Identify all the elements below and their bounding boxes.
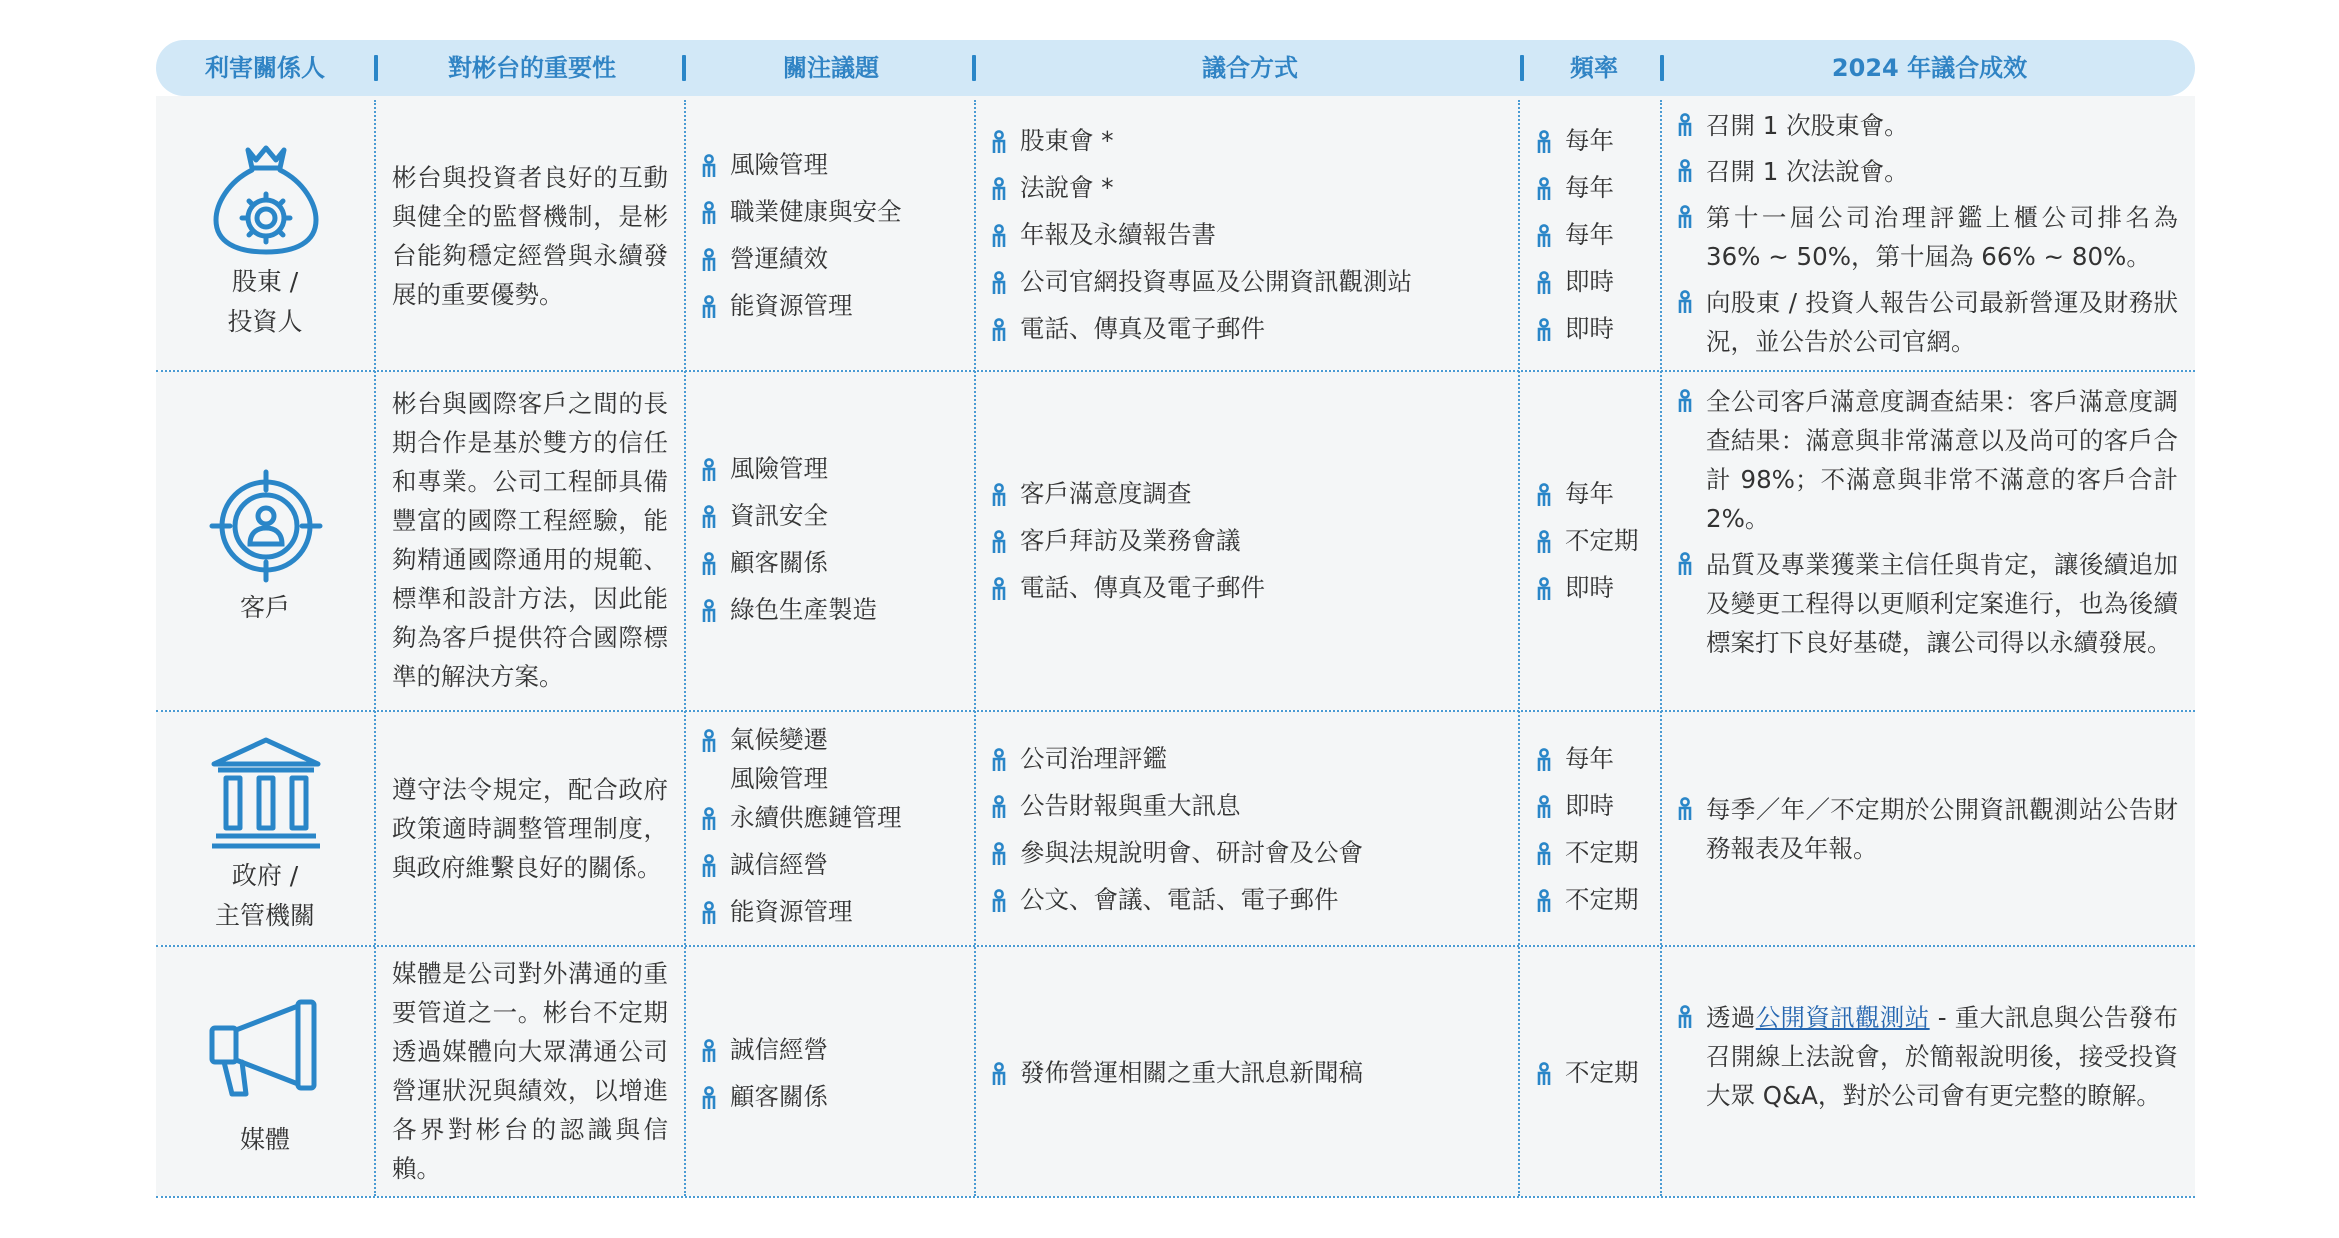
column-divider <box>1660 100 1662 1196</box>
person-bullet-icon <box>990 748 1008 772</box>
list-item: 品質及專業獲業主信任與肯定，讓後續追加及變更工程得以更順利定案進行，也為後續標案打下良好基礎，讓公司得以永續發展。 <box>1676 545 2178 662</box>
list-item: 召開 1 次股東會。 <box>1676 106 2178 145</box>
stakeholder-name <box>156 262 374 342</box>
list-item: 法說會 * <box>990 168 1412 215</box>
row-divider <box>156 710 2195 712</box>
list-item: 即時 <box>1535 309 1614 356</box>
person-bullet-icon <box>700 854 718 878</box>
frequency-list <box>1535 121 1614 356</box>
results-list <box>1676 106 2178 368</box>
results-list <box>1676 998 2178 1122</box>
person-bullet-icon <box>990 318 1008 342</box>
list-item: 第十一屆公司治理評鑑上櫃公司排名為 36% ~ 50%，第十屆為 66% ~ 80%。 <box>1676 198 2178 276</box>
person-bullet-icon <box>700 1039 718 1063</box>
person-bullet-icon <box>700 901 718 925</box>
list-item: 每年 <box>1535 168 1614 215</box>
list-item: 參與法規說明會、研討會及公會 <box>990 833 1363 880</box>
person-bullet-icon <box>1676 205 1694 229</box>
person-bullet-icon <box>1676 290 1694 314</box>
header-methods: 議合方式 <box>1202 54 1298 82</box>
topics-list <box>700 720 902 939</box>
person-bullet-icon <box>1535 795 1553 819</box>
list-item: 電話、傳真及電子郵件 <box>990 568 1265 615</box>
government-building-icon <box>208 734 324 850</box>
list-item: 每年 <box>1535 474 1639 521</box>
megaphone-icon <box>206 998 326 1108</box>
person-bullet-icon <box>700 599 718 623</box>
stakeholder-name-line: 投資人 <box>227 307 303 336</box>
list-item: 即時 <box>1535 262 1614 309</box>
topics-list <box>700 1030 828 1124</box>
methods-list <box>990 1053 1363 1100</box>
topics-list <box>700 449 877 637</box>
person-bullet-icon <box>990 130 1008 154</box>
person-bullet-icon <box>1535 177 1553 201</box>
importance-text: 彬台與投資者良好的互動與健全的監督機制，是彬台能夠穩定經營與永續發展的重要優勢。 <box>392 163 668 309</box>
list-item: 客戶拜訪及業務會議 <box>990 521 1265 568</box>
list-item: 顧客關係 <box>700 1077 828 1124</box>
list-item: 客戶滿意度調查 <box>990 474 1265 521</box>
list-item: 即時 <box>1535 786 1639 833</box>
list-item: 職業健康與安全 <box>700 192 902 239</box>
list-item: 全公司客戶滿意度調查結果：客戶滿意度調查結果：滿意與非常滿意以及尚可的客戶合計 98%；不滿意與非常不滿意的客戶合計 2%。 <box>1676 382 2178 538</box>
person-bullet-icon <box>1535 889 1553 913</box>
frequency-list <box>1535 739 1639 927</box>
table-header <box>156 40 2195 96</box>
list-item: 營運績效 <box>700 239 902 286</box>
list-item: 公司官網投資專區及公開資訊觀測站 <box>990 262 1412 309</box>
mops-link[interactable]: 公開資訊觀測站 <box>1755 1003 1930 1032</box>
column-divider <box>374 100 376 1196</box>
list-item: 顧客關係 <box>700 543 877 590</box>
header-importance: 對彬台的重要性 <box>448 54 616 82</box>
list-item: 每年 <box>1535 215 1614 262</box>
methods-list <box>990 474 1265 615</box>
stakeholder-name <box>156 1120 374 1160</box>
list-item: 資訊安全 <box>700 496 877 543</box>
person-bullet-icon <box>990 483 1008 507</box>
person-bullet-icon <box>1535 130 1553 154</box>
person-bullet-icon <box>1676 113 1694 137</box>
row-divider <box>156 370 2195 372</box>
stakeholder-name-line: 政府 / <box>231 861 299 890</box>
person-bullet-icon <box>1676 552 1694 576</box>
person-bullet-icon <box>1535 224 1553 248</box>
row-divider <box>156 945 2195 947</box>
person-bullet-icon <box>700 154 718 178</box>
person-bullet-icon <box>1535 577 1553 601</box>
person-bullet-icon <box>1676 389 1694 413</box>
stakeholder-name <box>156 588 374 628</box>
person-bullet-icon <box>700 505 718 529</box>
list-item: 不定期 <box>1535 1053 1639 1100</box>
person-bullet-icon <box>990 889 1008 913</box>
person-bullet-icon <box>990 842 1008 866</box>
person-bullet-icon <box>1676 1005 1694 1029</box>
header-results: 2024 年議合成效 <box>1831 54 2028 82</box>
list-item: 股東會 * <box>990 121 1412 168</box>
person-bullet-icon <box>990 577 1008 601</box>
list-item: 召開 1 次法說會。 <box>1676 152 2178 191</box>
list-item: 每季／年／不定期於公開資訊觀測站公告財務報表及年報。 <box>1676 790 2178 868</box>
importance-text: 遵守法令規定，配合政府政策適時調整管理制度，與政府維繫良好的關係。 <box>392 775 668 882</box>
methods-list <box>990 739 1363 927</box>
list-item: 向股東 / 投資人報告公司最新營運及財務狀況，並公告於公司官網。 <box>1676 283 2178 361</box>
row-divider <box>156 1196 2195 1198</box>
frequency-list <box>1535 474 1639 615</box>
list-item: 每年 <box>1535 739 1639 786</box>
results-list <box>1676 790 2178 875</box>
person-bullet-icon <box>990 177 1008 201</box>
person-bullet-icon <box>1535 318 1553 342</box>
header-stakeholder: 利害關係人 <box>205 54 325 82</box>
person-bullet-icon <box>1535 271 1553 295</box>
person-bullet-icon <box>700 295 718 319</box>
person-bullet-icon <box>1535 483 1553 507</box>
stakeholder-name-line: 股東 / <box>231 267 299 296</box>
list-item: 氣候變遷 風險管理 <box>700 720 902 798</box>
results-list <box>1676 382 2178 669</box>
list-item: 每年 <box>1535 121 1614 168</box>
topics-list <box>700 145 902 333</box>
person-bullet-icon <box>1535 842 1553 866</box>
list-item: 誠信經營 <box>700 845 902 892</box>
list-item: 公司治理評鑑 <box>990 739 1363 786</box>
list-item: 能資源管理 <box>700 892 902 939</box>
list-item: 發佈營運相關之重大訊息新聞稿 <box>990 1053 1363 1100</box>
list-item: 能資源管理 <box>700 286 902 333</box>
person-bullet-icon <box>1535 1062 1553 1086</box>
stakeholder-name-line: 主管機關 <box>214 901 315 930</box>
list-item: 透過公開資訊觀測站 - 重大訊息與公告發布召開線上法說會，於簡報說明後，接受投資大眾 Q&A，對於公司會有更完整的瞭解。 <box>1676 998 2178 1115</box>
importance-text: 彬台與國際客戶之間的長期合作是基於雙方的信任和專業。公司工程師具備豐富的國際工程經驗，能夠精通國際通用的規範、標準和設計方法，因此能夠為客戶提供符合國際標準的解決方案。 <box>392 389 668 691</box>
person-bullet-icon <box>990 795 1008 819</box>
list-item: 不定期 <box>1535 880 1639 927</box>
person-bullet-icon <box>700 248 718 272</box>
header-frequency: 頻率 <box>1570 54 1618 82</box>
person-bullet-icon <box>990 271 1008 295</box>
importance-text: 媒體是公司對外溝通的重要管道之一。彬台不定期透過媒體向大眾溝通公司營運狀況與績效，以增進各界對彬台的認識與信賴。 <box>392 959 668 1183</box>
column-divider <box>684 100 686 1196</box>
list-item: 風險管理 <box>700 449 877 496</box>
person-bullet-icon <box>700 807 718 831</box>
person-bullet-icon <box>700 1086 718 1110</box>
list-item: 誠信經營 <box>700 1030 828 1077</box>
person-bullet-icon <box>1676 797 1694 821</box>
person-bullet-icon <box>990 224 1008 248</box>
money-bag-gear-icon <box>210 138 322 256</box>
list-item: 永續供應鏈管理 <box>700 798 902 845</box>
person-bullet-icon <box>700 201 718 225</box>
stakeholder-name <box>156 856 374 936</box>
person-bullet-icon <box>700 458 718 482</box>
stakeholder-name-line: 媒體 <box>239 1125 290 1154</box>
list-item: 公告財報與重大訊息 <box>990 786 1363 833</box>
methods-list <box>990 121 1412 356</box>
frequency-list <box>1535 1053 1639 1100</box>
header-topics: 關注議題 <box>783 54 879 82</box>
column-divider <box>1518 100 1520 1196</box>
list-item: 風險管理 <box>700 145 902 192</box>
list-item: 電話、傳真及電子郵件 <box>990 309 1412 356</box>
list-item: 即時 <box>1535 568 1639 615</box>
stakeholder-name-line: 客戶 <box>239 593 290 622</box>
person-bullet-icon <box>1535 530 1553 554</box>
customer-target-icon <box>208 468 324 584</box>
list-item: 年報及永續報告書 <box>990 215 1412 262</box>
column-divider <box>974 100 976 1196</box>
person-bullet-icon <box>990 530 1008 554</box>
person-bullet-icon <box>1535 748 1553 772</box>
person-bullet-icon <box>1676 159 1694 183</box>
list-item: 不定期 <box>1535 833 1639 880</box>
list-item: 公文、會議、電話、電子郵件 <box>990 880 1363 927</box>
person-bullet-icon <box>700 729 718 753</box>
list-item: 不定期 <box>1535 521 1639 568</box>
person-bullet-icon <box>700 552 718 576</box>
person-bullet-icon <box>990 1062 1008 1086</box>
list-item: 綠色生產製造 <box>700 590 877 637</box>
